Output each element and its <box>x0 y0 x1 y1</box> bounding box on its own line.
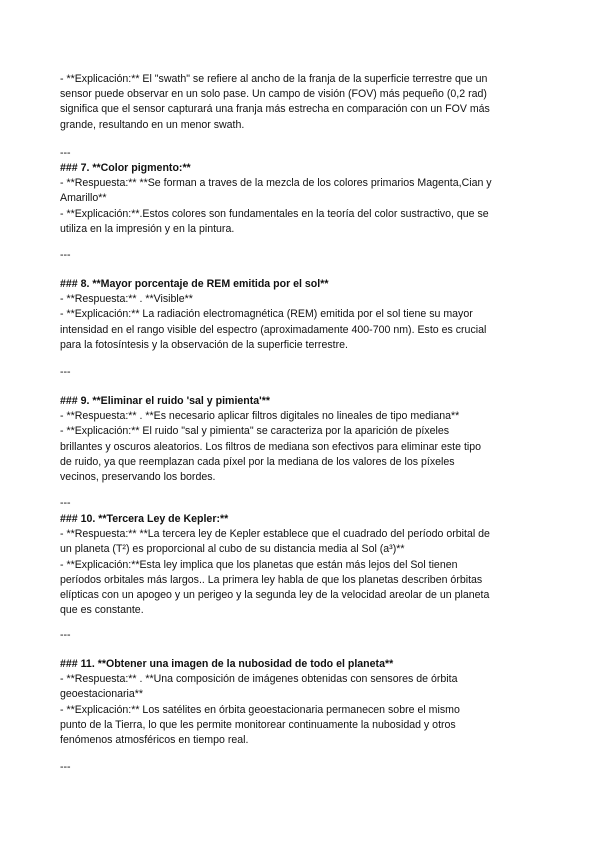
text-line: - **Explicación:** La radiación electromagnética (REM) emitida por el sol tiene su mayor <box>60 308 473 321</box>
text-line: grande, resultando en un menor swath. <box>60 118 245 131</box>
text-line: sensor puede observar en un solo pase. Un campo de visión (FOV) más pequeño (0,2 rad) <box>60 88 487 101</box>
text-line: que es constante. <box>60 604 144 617</box>
text-line: significa que el sensor capturará una franja más estrecha en comparación con un FOV más <box>60 103 490 116</box>
section-heading: ### 10. **Tercera Ley de Kepler:** <box>60 513 229 525</box>
text-line: geoestacionaria** <box>60 688 144 701</box>
section-heading: ### 9. **Eliminar el ruido 'sal y pimienta'** <box>60 395 270 407</box>
text-line: intensidad en el rango visible del espectro (aproximadamente 400-700 nm). Esto es crucial <box>60 323 487 336</box>
text-line: - **Explicación:** El ruido "sal y pimienta" se caracteriza por la aparición de píxeles <box>60 425 450 438</box>
section-10 <box>60 512 540 618</box>
text-line: un planeta (T²) es proporcional al cubo de su distancia media al Sol (a³)** <box>60 543 405 556</box>
block-swath-explanation <box>60 72 540 133</box>
section-7 <box>60 161 540 237</box>
text-line: de ruido, ya que reemplazan cada píxel por la mediana de los valores de los píxeles <box>60 455 455 468</box>
separator: --- <box>60 366 71 378</box>
text-line: Amarillo** <box>60 192 107 205</box>
text-line: - **Respuesta:** . **Una composición de imágenes obtenidas con sensores de órbita <box>60 673 458 686</box>
section-8 <box>60 277 540 353</box>
separator: --- <box>60 249 71 261</box>
text-line: - **Respuesta:** **La tercera ley de Kepler establece que el cuadrado del período orbital de <box>60 528 490 541</box>
text-line: - **Respuesta:** . **Visible** <box>60 293 193 306</box>
text-line: - **Respuesta:** **Se forman a traves de la mezcla de los colores primarios Magenta,Cian y <box>60 177 492 190</box>
text-line: - **Respuesta:** . **Es necesario aplicar filtros digitales no lineales de tipo mediana** <box>60 410 460 423</box>
section-11 <box>60 657 540 748</box>
text-line: utiliza en la impresión y en la pintura. <box>60 222 235 235</box>
text-line: períodos orbitales más largos.. La primera ley habla de que los planetas describen órbitas <box>60 573 483 586</box>
text-line: brillantes y oscuros aleatorios. Los filtros de mediana son efectivos para eliminar este tipo <box>60 440 482 453</box>
text-line: - **Explicación:** Los satélites en órbita geoestacionaria permanecen sobre el mismo <box>60 703 460 716</box>
separator: --- <box>60 761 71 773</box>
separator: --- <box>60 147 71 159</box>
section-heading: ### 8. **Mayor porcentaje de REM emitida por el sol** <box>60 278 329 290</box>
text-line: elípticas con un apogeo y un perigeo y la segunda ley de la velocidad areolar de un planeta <box>60 589 490 602</box>
text-line: para la fotosíntesis y la observación de la superficie terrestre. <box>60 338 348 351</box>
text-line: vecinos, preservando los bordes. <box>60 471 216 484</box>
section-9 <box>60 394 540 485</box>
separator: --- <box>60 497 71 509</box>
section-heading: ### 11. **Obtener una imagen de la nubosidad de todo el planeta** <box>60 658 394 670</box>
section-heading: ### 7. **Color pigmento:** <box>60 162 191 174</box>
text-line: punto de la Tierra, lo que les permite monitorear continuamente la nubosidad y otros <box>60 718 456 731</box>
text-line: - **Explicación:** El "swath" se refiere al ancho de la franja de la superficie terrestre que un <box>60 73 488 85</box>
text-line: fenómenos atmosféricos en tiempo real. <box>60 734 249 747</box>
separator: --- <box>60 629 71 641</box>
text-line: - **Explicación:**Esta ley implica que los planetas que están más lejos del Sol tienen <box>60 558 458 571</box>
text-line: - **Explicación:**.Estos colores son fundamentales en la teoría del color sustractivo, que se <box>60 207 489 220</box>
